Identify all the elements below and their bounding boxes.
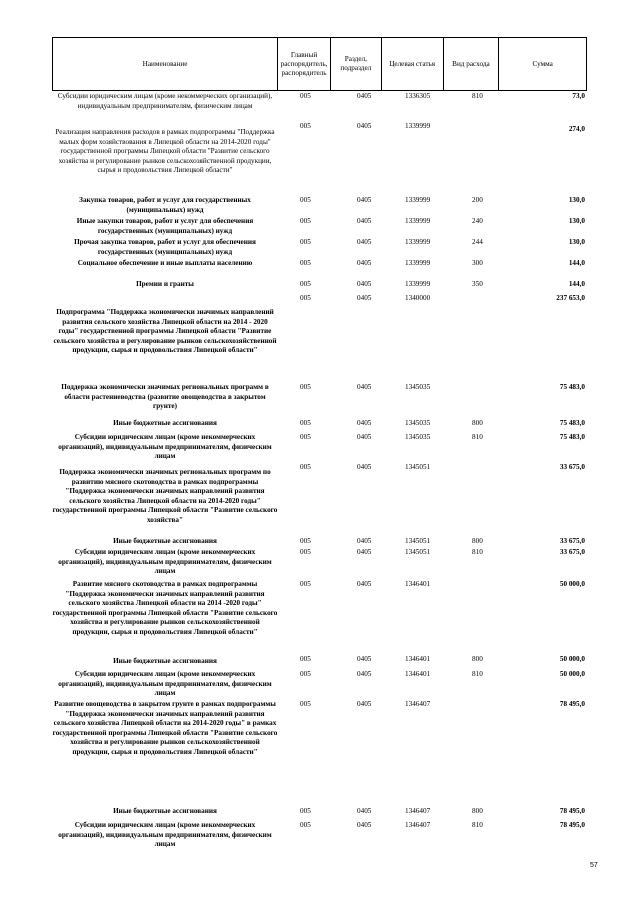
table-row — [52, 580, 587, 636]
row-cs: 1336305 — [405, 92, 431, 100]
row-rz: 0405 — [357, 280, 372, 288]
row-cs: 1346401 — [405, 670, 431, 678]
row-sum: 33 675,0 — [559, 463, 585, 471]
row-gr: 005 — [300, 122, 311, 130]
row-rz: 0405 — [357, 196, 372, 204]
row-gr: 005 — [300, 463, 311, 471]
row-sum: 144,0 — [568, 259, 585, 267]
row-vr: 200 — [472, 196, 483, 204]
row-vr: 800 — [472, 537, 483, 545]
row-sum: 78 495,0 — [559, 821, 585, 829]
table-row — [52, 383, 587, 410]
header-sum: Сумма — [532, 59, 553, 68]
row-cs: 1340000 — [405, 294, 431, 302]
row-gr: 005 — [300, 537, 311, 545]
row-rz: 0405 — [357, 700, 372, 708]
row-rz: 0405 — [357, 821, 372, 829]
row-rz: 0405 — [357, 807, 372, 815]
row-sum: 75 483,0 — [559, 383, 585, 391]
row-name: Подпрограмма "Поддержка экономически значимых направлений развития сельского хозяйства Липецкой области на 2014 - 2020 годы" государственной программы Липецкой области "Развитие сельского хозяйства и регулирование рынков сельскохозяйственной продукции, сырья и продовольствия Липецкой области" — [53, 308, 277, 354]
row-sum: 73,0 — [572, 92, 585, 100]
row-vr: 240 — [472, 217, 483, 225]
row-vr: 810 — [472, 433, 483, 441]
row-rz: 0405 — [357, 122, 372, 130]
row-name: Субсидии юридическим лицам (кроме некоммерческих организаций), индивидуальным предпринимателям, физическим лицам — [58, 433, 272, 460]
row-name: Субсидии юридическим лицам (кроме некоммерческих организаций), индивидуальным предпринимателям, физическим лицам — [58, 821, 272, 848]
row-name: Реализация направления расходов в рамках подпрограммы "Поддержка малых форм хозяйствования в Липецкой области на 2014-2020 годы" государственной программы Липецкой области "Развитие сельского хозяйства и регулирование рынков сельскохозяйственной продукции, сырья и продовольствия Липецкой области" — [55, 128, 275, 174]
table-row — [52, 308, 587, 354]
row-cs: 1345051 — [405, 548, 431, 556]
row-rz: 0405 — [357, 92, 372, 100]
table-row — [52, 463, 587, 524]
row-rz: 0405 — [357, 259, 372, 267]
row-cs: 1339999 — [405, 238, 431, 246]
table-row — [52, 700, 587, 756]
row-sum: 50 000,0 — [559, 580, 585, 588]
row-name: Субсидии юридическим лицам (кроме некоммерческих организаций), индивидуальным предпринимателям, физическим лицам — [58, 670, 272, 697]
row-rz: 0405 — [357, 670, 372, 678]
row-gr: 005 — [300, 238, 311, 246]
header-name: Наименование — [53, 38, 278, 90]
row-cs: 1345035 — [405, 419, 431, 427]
row-gr: 005 — [300, 217, 311, 225]
row-rz: 0405 — [357, 580, 372, 588]
row-gr: 005 — [300, 280, 311, 288]
row-gr: 005 — [300, 259, 311, 267]
row-sum: 78 495,0 — [559, 807, 585, 815]
row-name: Иные бюджетные ассигнования — [113, 807, 217, 815]
row-sum: 130,0 — [568, 196, 585, 204]
row-name: Социальное обеспечение и иные выплаты населению — [77, 259, 253, 267]
row-name: Закупка товаров, работ и услуг для государственных (муниципальных) нужд — [79, 196, 251, 214]
row-name: Иные бюджетные ассигнования — [113, 657, 217, 665]
row-sum: 33 675,0 — [559, 537, 585, 545]
row-gr: 005 — [300, 383, 311, 391]
table-row — [52, 238, 587, 256]
row-vr: 300 — [472, 259, 483, 267]
header-chief-administrator: Главный распорядитель, распорядитель — [278, 38, 331, 90]
row-name: Премии и гранты — [136, 280, 194, 288]
row-cs: 1346407 — [405, 807, 431, 815]
table-row — [52, 196, 587, 214]
row-sum: 130,0 — [568, 217, 585, 225]
table-row — [52, 433, 587, 460]
row-vr: 800 — [472, 419, 483, 427]
row-sum: 50 000,0 — [559, 670, 585, 678]
row-gr: 005 — [300, 580, 311, 588]
table-row — [52, 670, 587, 697]
row-rz: 0405 — [357, 655, 372, 663]
table-row — [52, 655, 587, 665]
row-cs: 1339999 — [405, 217, 431, 225]
row-sum: 274,0 — [568, 125, 585, 133]
row-sum: 75 483,0 — [559, 433, 585, 441]
table-row — [52, 419, 587, 427]
row-cs: 1346407 — [405, 821, 431, 829]
row-name: Прочая закупка товаров, работ и услуг для обеспечения государственных (муниципальных) нужд — [74, 238, 256, 256]
row-rz: 0405 — [357, 217, 372, 225]
row-sum: 78 495,0 — [559, 700, 585, 708]
row-cs: 1339999 — [405, 280, 431, 288]
header-section: Раздел, подраздел — [331, 38, 382, 90]
row-name: Поддержка экономически значимых региональных программ по развитию мясного скотоводства в рамках подпрограммы "Поддержка экономически значимых направлений развития сельского хозяйства Липецкой области на 2014-2020 годы" государственной программы Липецкой области "Развитие сельского хозяйства" — [52, 468, 278, 524]
table-row — [52, 821, 587, 848]
row-gr: 005 — [300, 700, 311, 708]
row-gr: 005 — [300, 548, 311, 556]
table-row — [52, 548, 587, 575]
row-gr: 005 — [300, 807, 311, 815]
row-vr: 800 — [472, 807, 483, 815]
row-name: Субсидии юридическим лицам (кроме некоммерческих организаций), индивидуальным предпринимателям, физическим лицам — [58, 548, 272, 575]
page-number: 57 — [590, 862, 598, 869]
row-rz: 0405 — [357, 433, 372, 441]
row-cs: 1345051 — [405, 463, 431, 471]
row-rz: 0405 — [357, 238, 372, 246]
row-vr: 800 — [472, 655, 483, 663]
row-vr: 350 — [472, 280, 483, 288]
row-gr: 005 — [300, 670, 311, 678]
row-gr: 005 — [300, 196, 311, 204]
row-sum: 237 653,0 — [556, 294, 585, 302]
row-vr: 810 — [472, 670, 483, 678]
row-cs: 1339999 — [405, 122, 431, 130]
header-expense-type: Вид расхода — [444, 38, 500, 90]
row-gr: 005 — [300, 655, 311, 663]
row-name: Развитие мясного скотоводства в рамках подпрограммы "Поддержка экономически значимых направлений развития сельского хозяйства Липецкой области на 2014 -2020 годы" государственной программы Липецкой области "Развитие сельского хозяйства и регулирование рынков сельскохозяйственной продукции, сырья и продовольствия Липецкой области" — [52, 580, 278, 636]
row-name: Развитие овощеводства в закрытом грунте в рамках подпрограммы "Поддержка экономически значимых направлений развития сельского хозяйства Липецкой области на 2014-2020 годы" в рамках государственной программы Липецкой области "Развитие сельского хозяйства и регулирование рынков сельскохозяйственной продукции, сырья и продовольствия Липецкой области" — [52, 700, 278, 756]
row-name: Иные закупки товаров, работ и услуг для обеспечения государственных (муниципальных) нужд — [76, 217, 254, 235]
row-vr: 810 — [472, 821, 483, 829]
row-cs: 1346401 — [405, 655, 431, 663]
row-sum: 33 675,0 — [559, 548, 585, 556]
row-rz: 0405 — [357, 383, 372, 391]
row-gr: 005 — [300, 294, 311, 302]
row-rz: 0405 — [357, 419, 372, 427]
row-name: Субсидии юридическим лицам (кроме некоммерческих организаций), индивидуальным предпринимателям, физическим лицам — [57, 92, 273, 110]
table-row — [52, 259, 587, 267]
row-rz: 0405 — [357, 548, 372, 556]
row-vr: 810 — [472, 548, 483, 556]
table-row — [52, 807, 587, 815]
row-rz: 0405 — [357, 294, 372, 302]
row-name: Иные бюджетные ассигнования — [113, 537, 217, 545]
row-rz: 0405 — [357, 537, 372, 545]
row-sum: 50 000,0 — [559, 655, 585, 663]
row-sum: 144,0 — [568, 280, 585, 288]
row-gr: 005 — [300, 419, 311, 427]
row-gr: 005 — [300, 821, 311, 829]
row-vr: 810 — [472, 92, 483, 100]
table-row — [52, 92, 587, 110]
row-sum: 75 483,0 — [559, 419, 585, 427]
row-gr: 005 — [300, 433, 311, 441]
table-row — [52, 217, 587, 235]
row-cs: 1345051 — [405, 537, 431, 545]
row-sum: 130,0 — [568, 238, 585, 246]
table-row — [52, 537, 587, 545]
row-vr: 244 — [472, 238, 483, 246]
row-cs: 1345035 — [405, 433, 431, 441]
row-gr: 005 — [300, 92, 311, 100]
table-row — [52, 280, 587, 288]
row-cs: 1345035 — [405, 383, 431, 391]
row-cs: 1346401 — [405, 580, 431, 588]
row-name: Иные бюджетные ассигнования — [113, 419, 217, 427]
row-cs: 1339999 — [405, 196, 431, 204]
row-cs: 1339999 — [405, 259, 431, 267]
row-rz: 0405 — [357, 463, 372, 471]
table-row — [52, 122, 587, 174]
table-row — [52, 294, 587, 302]
header-target-article: Целевая статья — [382, 38, 444, 90]
table-header — [52, 37, 587, 91]
row-name: Поддержка экономически значимых региональных программ в области растениеводства (развитие овощеводства в закрытом грунте) — [61, 383, 269, 410]
row-cs: 1346407 — [405, 700, 431, 708]
